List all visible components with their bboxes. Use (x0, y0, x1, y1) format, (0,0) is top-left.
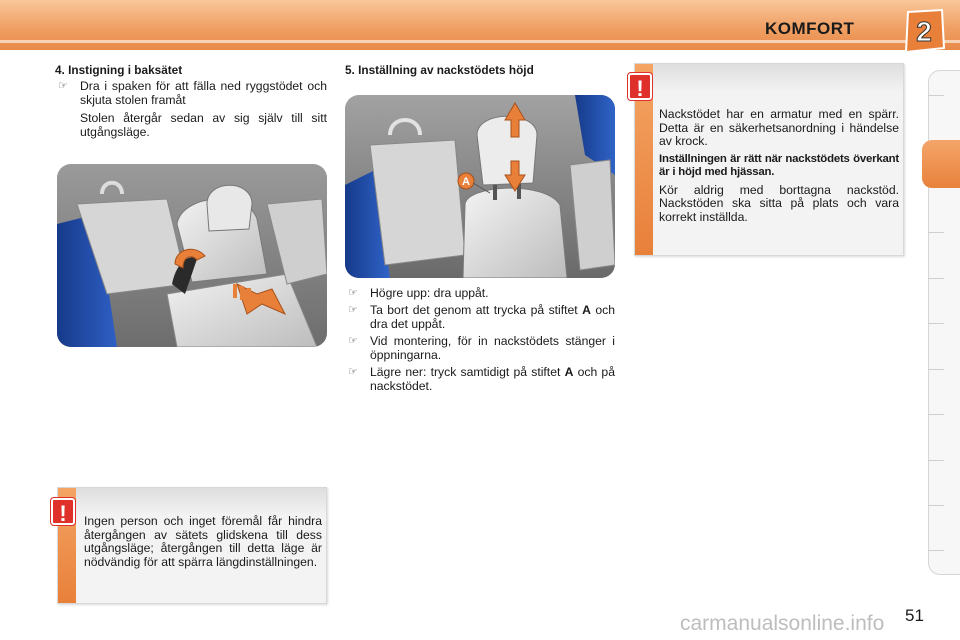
warning-top-band (653, 64, 903, 92)
chapter-number: 2 (916, 16, 932, 47)
tab-divider (928, 460, 944, 461)
warning-exclamation-icon: ! (51, 498, 75, 525)
section-5-bullet: ☞ Högre upp: dra uppåt. (348, 286, 489, 300)
header-divider (0, 40, 960, 43)
warning-text-headrest: Nackstödet har en armatur med en spärr. Detta är en säkerhetsanordning i händelse av krock. Inställningen är rätt när nackstödets överkant är i höjd med hjässan. Kör aldrig med borttagna nackstöd. Nackstöden ska sitta på plats och vara korrekt inställda. (659, 107, 899, 224)
tab-divider (928, 323, 944, 324)
section-5-bullet: ☞ Vid montering, för in nackstödets stänger i öppningarna. (348, 334, 615, 362)
section-5-bullet: ☞ Ta bort det genom att trycka på stiftet A och dra det uppåt. (348, 303, 615, 331)
warning-text-seat: Ingen person och inget föremål får hindra återgången av sätets glidskena till dess utgångsläge; återgången till detta läge är nödvändig för att spärra längdinställningen. (84, 514, 322, 569)
active-chapter-tab[interactable] (922, 140, 960, 188)
page-number: 51 (905, 606, 924, 625)
section-5 (345, 63, 615, 77)
tab-divider (928, 369, 944, 370)
section-4-bullet: ☞ Dra i spaken för att fälla ned ryggstödet och skjuta stolen framåt (58, 79, 327, 107)
warning-exclamation-icon: ! (628, 73, 652, 100)
hand-pointer-icon: ☞ (58, 80, 68, 92)
section-5-bullet: ☞ Lägre ner: tryck samtidigt på stiftet A och på nackstödet. (348, 365, 615, 393)
tab-divider (928, 505, 944, 506)
chapter-title: KOMFORT (765, 19, 855, 38)
hand-pointer-icon: ☞ (348, 287, 358, 299)
warning-box-seat (57, 487, 327, 604)
section-5-bullets (345, 286, 615, 393)
hand-pointer-icon: ☞ (348, 335, 358, 347)
section-4 (55, 63, 327, 139)
warning-top-band (76, 488, 326, 516)
tab-divider (928, 414, 944, 415)
section-4-heading: 4. Instigning i baksätet (55, 63, 183, 77)
headrest-illustration (345, 95, 615, 278)
section-4-paragraph: Stolen återgår sedan av sig själv till sitt utgångsläge. (80, 111, 327, 139)
tab-divider (928, 95, 944, 96)
tab-divider (928, 232, 944, 233)
chapter-number-badge (902, 8, 946, 54)
warning-box-headrest (634, 63, 904, 256)
tab-divider (928, 278, 944, 279)
hand-pointer-icon: ☞ (348, 366, 358, 378)
callout-label: A (462, 176, 470, 188)
section-5-heading: 5. Inställning av nackstödets höjd (345, 63, 534, 77)
tab-divider (928, 550, 944, 551)
watermark: carmanualsonline.info (680, 612, 885, 635)
rear-seat-illustration (57, 164, 327, 347)
hand-pointer-icon: ☞ (348, 304, 358, 316)
